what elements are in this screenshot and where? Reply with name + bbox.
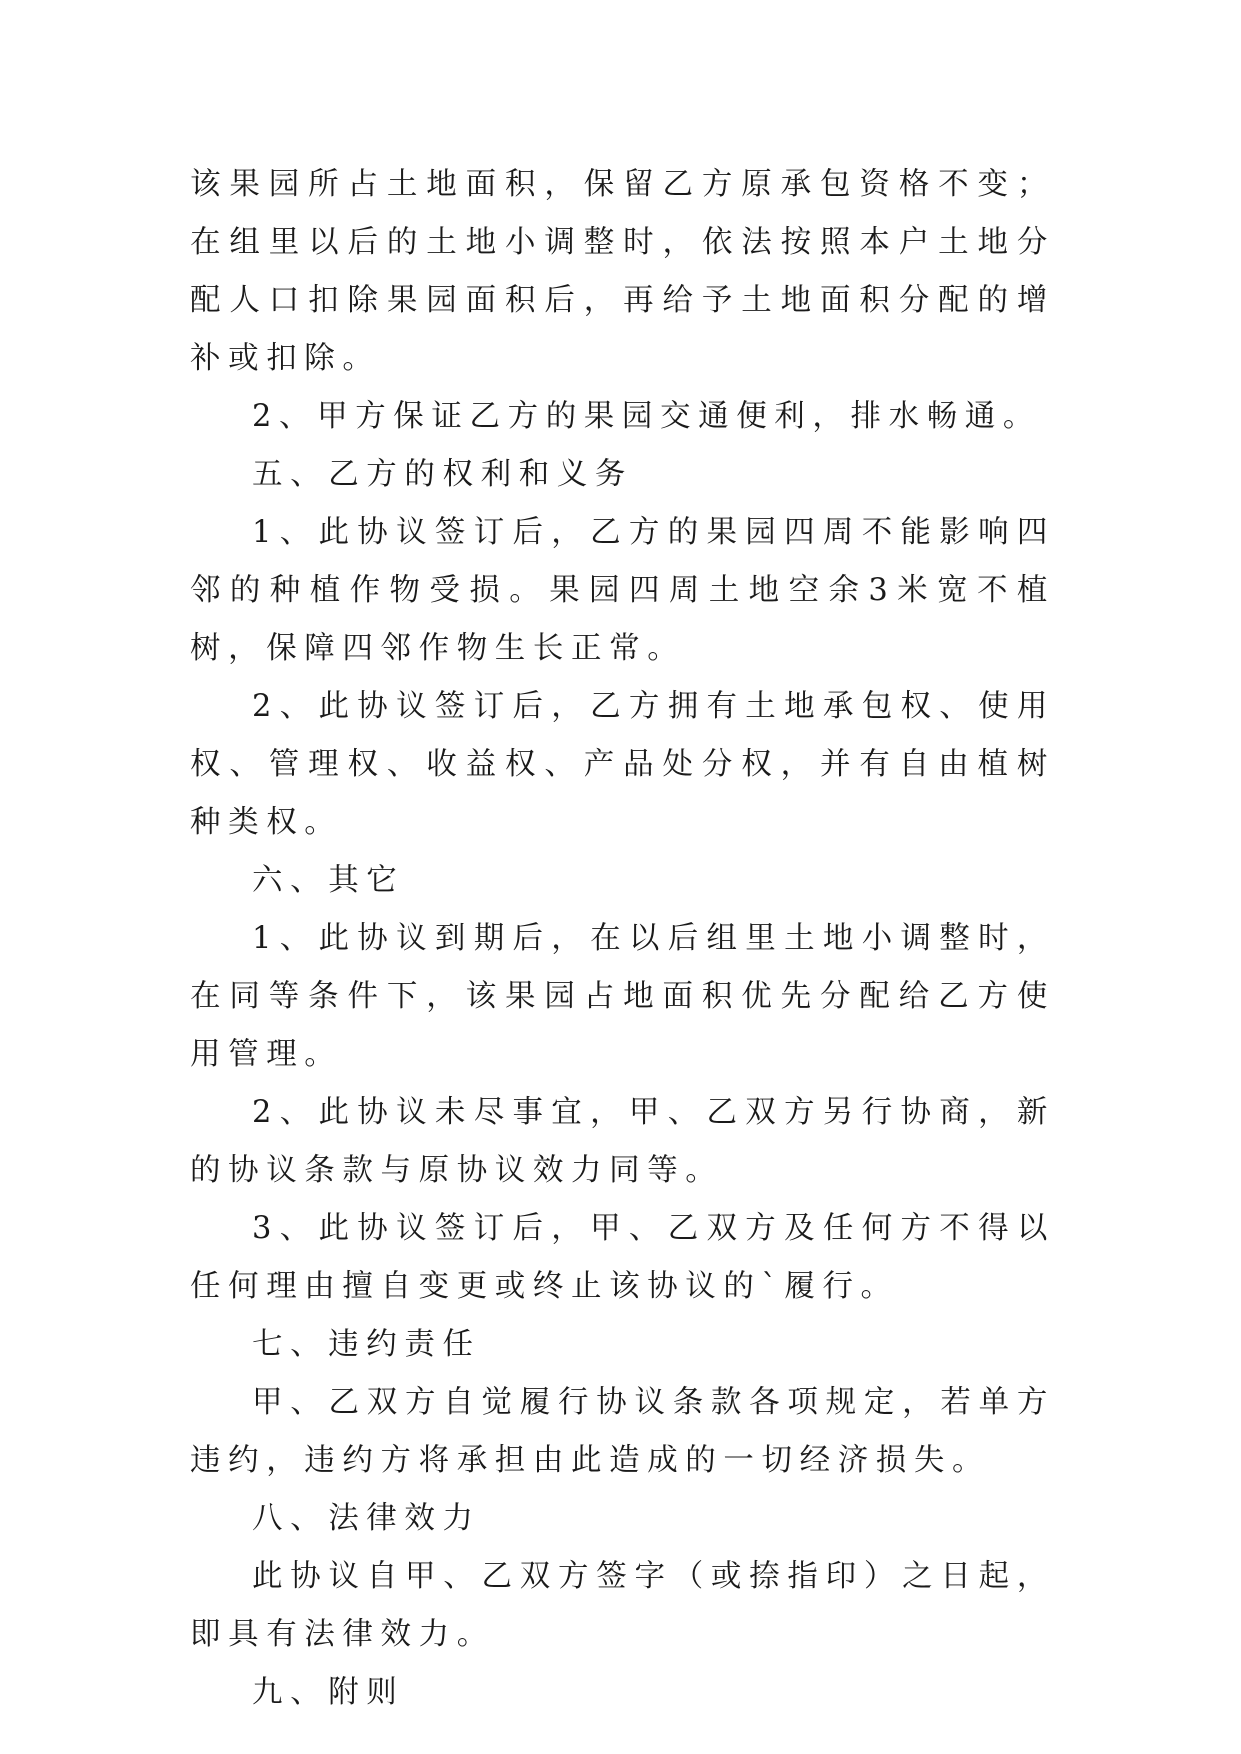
section-heading-supplementary: 九、附则: [252, 1675, 405, 1710]
paragraph-breach: 甲、乙双方自觉履行协议条款各项规定，若单方违约，违约方将承担由此造成的一切经济损失。: [190, 1385, 1055, 1478]
paragraph-orchard-area: 该果园所占土地面积，保留乙方原承包资格不变；在组里以后的土地小调整时，依法按照本户土地分配人口扣除果园面积后，再给予土地面积分配的增补或扣除。: [190, 167, 1055, 376]
paragraph-legal-effect: 此协议自甲、乙双方签字（或捺指印）之日起，即具有法律效力。: [190, 1559, 1055, 1652]
paragraph-party-a-guarantee: 2、甲方保证乙方的果园交通便利，排水畅通。: [252, 399, 1042, 434]
paragraph-other-clause-1: 1、此协议到期后，在以后组里土地小调整时，在同等条件下，该果园占地面积优先分配给乙方使用管理。: [190, 921, 1055, 1072]
paragraph-party-b-clause-2: 2、此协议签订后，乙方拥有土地承包权、使用权、管理权、收益权、产品处分权，并有自由植树种类权。: [190, 689, 1055, 840]
document-page: [190, 156, 1055, 1722]
section-heading-breach: 七、违约责任: [252, 1327, 481, 1362]
paragraph-party-b-clause-1: 1、此协议签订后，乙方的果园四周不能影响四邻的种植作物受损。果园四周土地空余3米宽不植树，保障四邻作物生长正常。: [190, 515, 1055, 666]
section-heading-party-b-rights: 五、乙方的权利和义务: [252, 457, 633, 492]
section-heading-other: 六、其它: [252, 863, 405, 898]
paragraph-other-clause-2: 2、此协议未尽事宜，甲、乙双方另行协商，新的协议条款与原协议效力同等。: [190, 1095, 1055, 1188]
paragraph-other-clause-3: 3、此协议签订后，甲、乙双方及任何方不得以任何理由擅自变更或终止该协议的`履行。: [190, 1211, 1055, 1304]
section-heading-legal-effect: 八、法律效力: [252, 1501, 481, 1536]
